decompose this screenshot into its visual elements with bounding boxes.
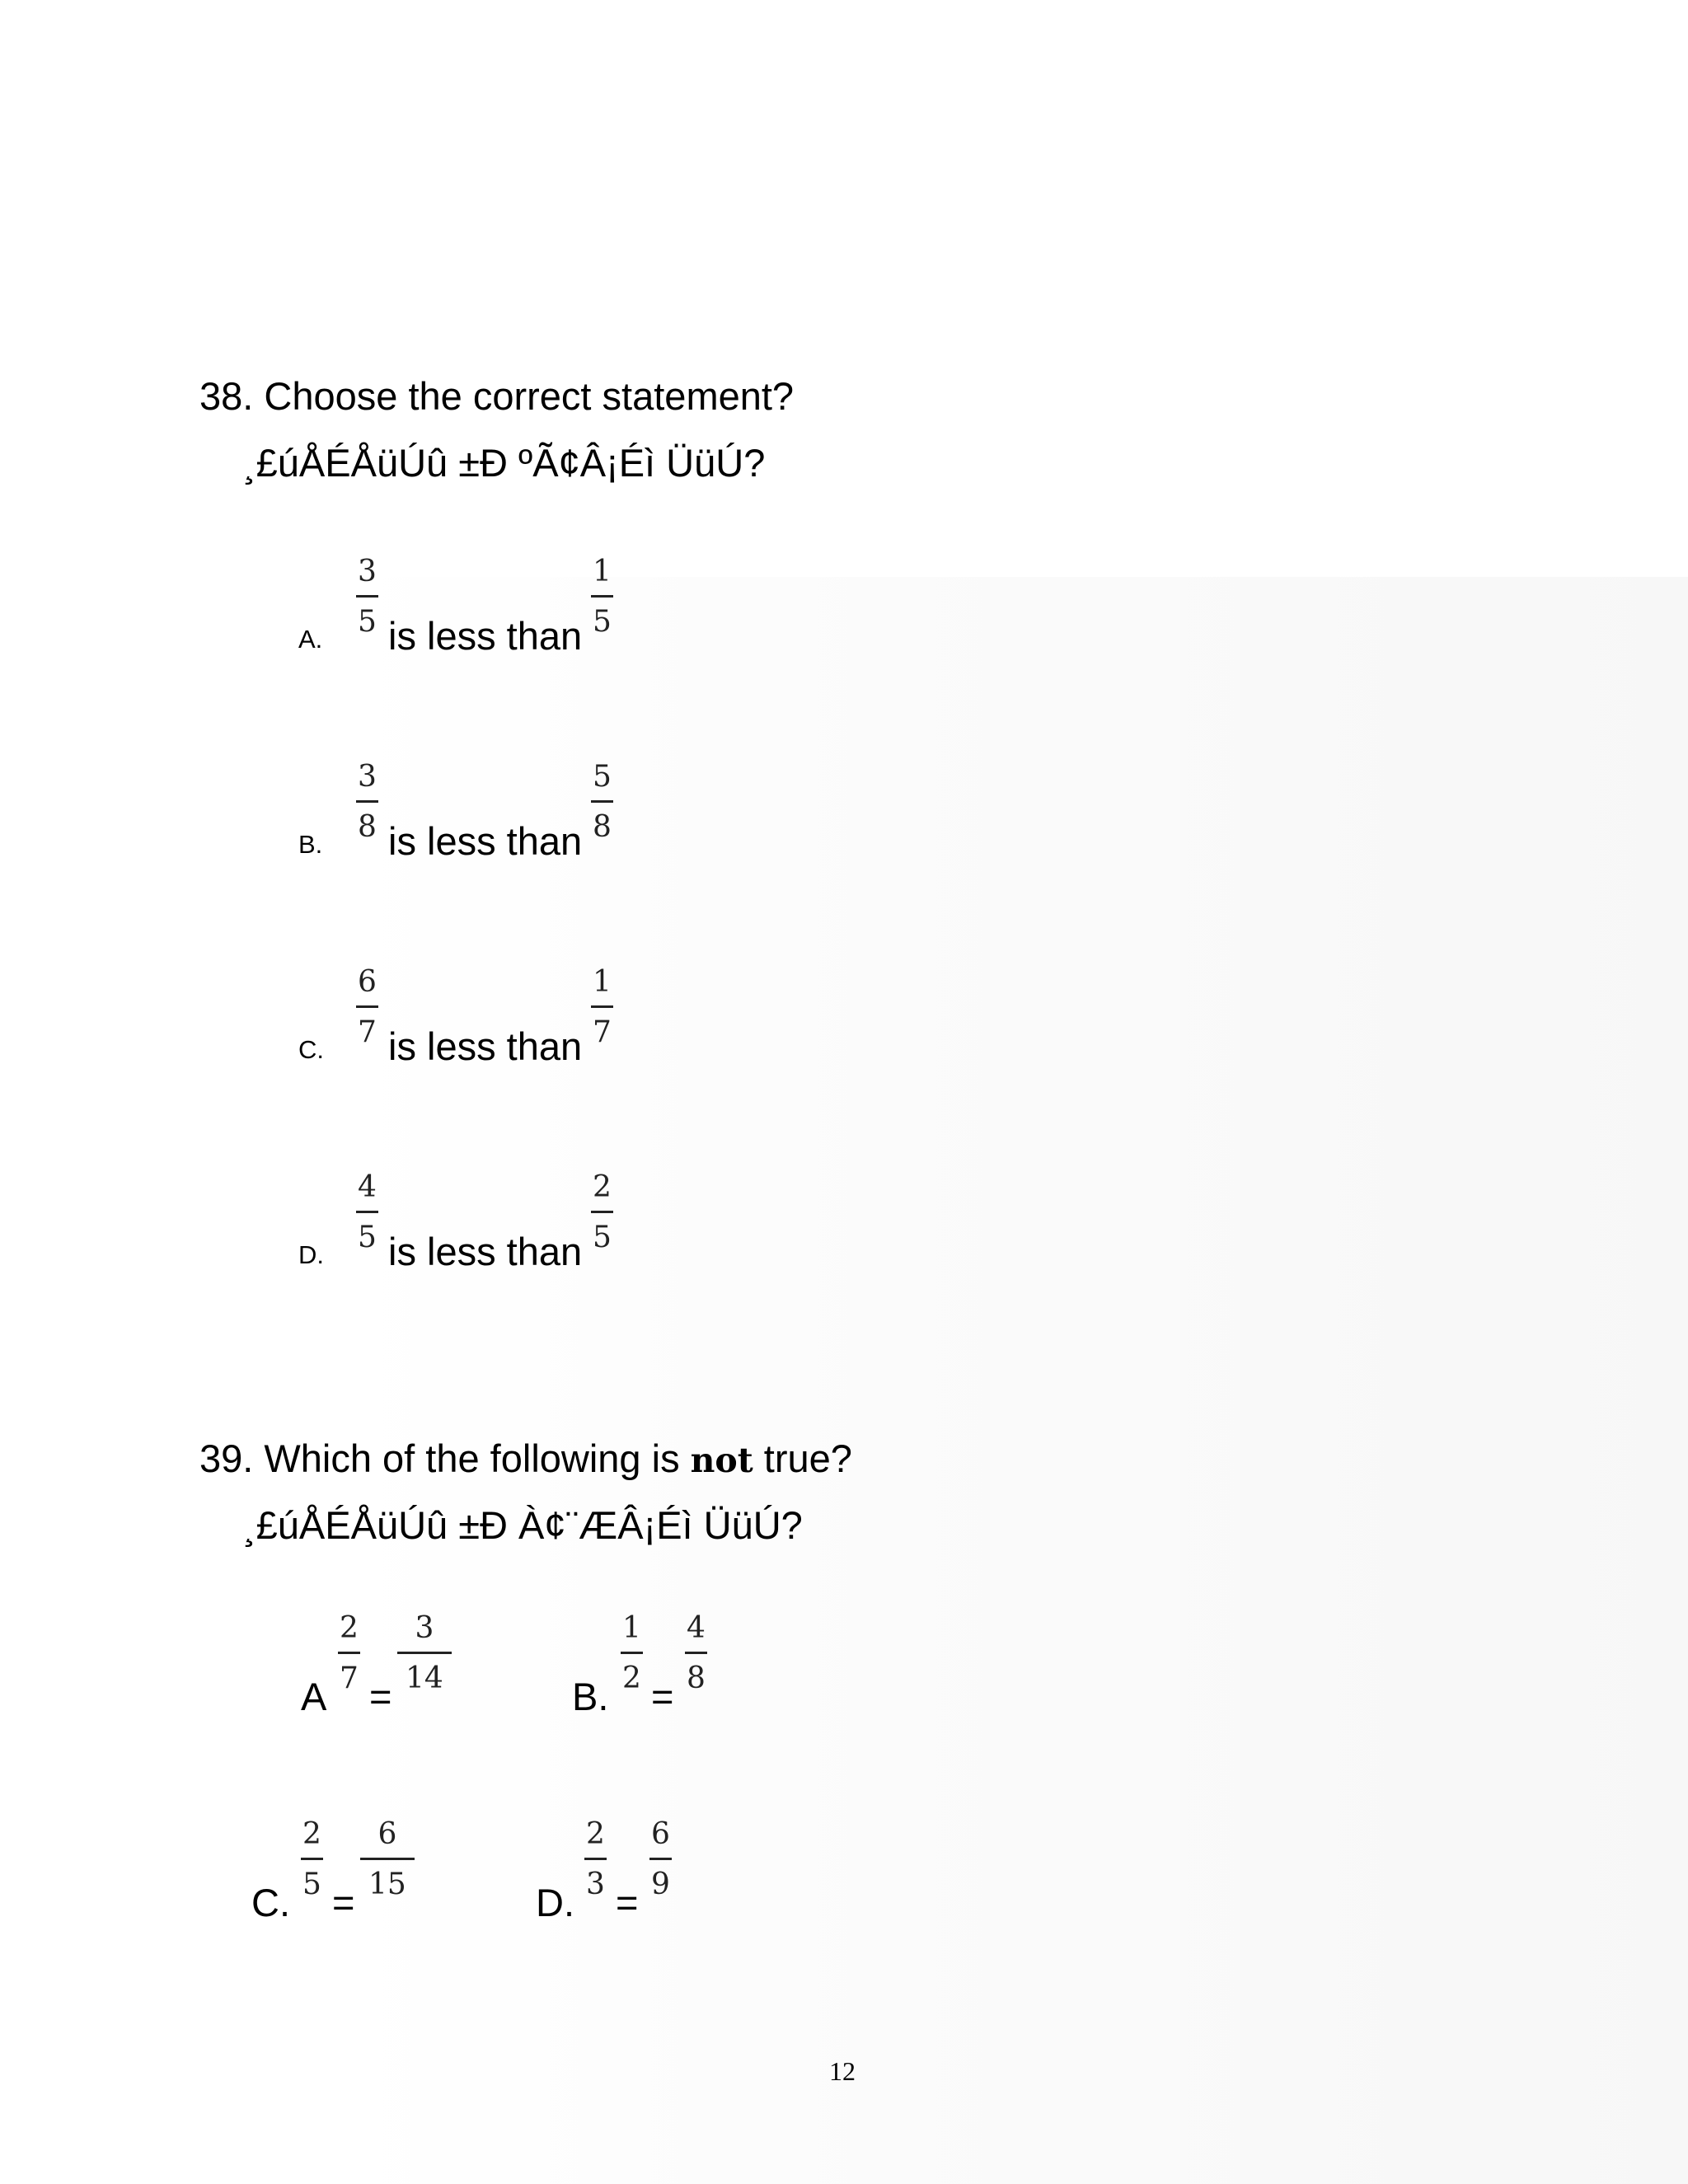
option-c-letter: C.	[298, 1035, 324, 1064]
fraction-bar	[397, 1652, 452, 1654]
q39-option-d-left-fraction	[584, 1817, 607, 1901]
option-d-letter: D.	[298, 1240, 324, 1269]
numerator: 2	[586, 1817, 605, 1851]
fraction-bar	[685, 1652, 707, 1654]
title-emphasis: not	[690, 1441, 753, 1480]
option-c-text: is less than	[388, 1024, 583, 1068]
fraction-bar	[621, 1652, 643, 1654]
option-c-right-fraction	[591, 965, 613, 1049]
option-b-left-fraction	[356, 762, 378, 842]
numerator: 3	[358, 760, 377, 794]
option-a-left-fraction	[356, 557, 378, 637]
q39-option-d-right-fraction	[649, 1817, 672, 1901]
numerator: 1	[593, 965, 612, 999]
q39-option-b-equals: =	[651, 1675, 674, 1718]
fraction-bar	[301, 1858, 323, 1860]
q39-option-c-right-fraction	[367, 1817, 408, 1901]
title-prefix: 39. Which of the following is	[199, 1436, 691, 1480]
q39-option-d-letter: D.	[536, 1881, 574, 1924]
denominator: 8	[358, 810, 377, 844]
numerator: 6	[358, 965, 377, 999]
numerator: 3	[415, 1611, 434, 1645]
option-d-left-fraction	[356, 1170, 378, 1254]
numerator: 3	[358, 555, 377, 588]
option-b-right-fraction	[591, 762, 613, 842]
q39-option-c-equals: =	[332, 1881, 355, 1924]
numerator: 2	[302, 1817, 321, 1851]
numerator: 2	[340, 1611, 359, 1645]
q39-option-b-right-fraction	[685, 1611, 707, 1695]
fraction-bar	[360, 1858, 415, 1860]
option-a-right-fraction	[591, 557, 613, 637]
option-a-letter: A.	[298, 625, 323, 654]
question-39-title	[199, 1436, 852, 1480]
denominator: 5	[593, 605, 612, 639]
fraction-bar	[356, 1005, 378, 1008]
denominator: 8	[593, 810, 612, 844]
fraction-bar	[338, 1652, 360, 1654]
question-38-subtitle: ¸£úÅÉÅüÚû ±Ð ºÃ¢Â¡Éì ÜüÚ?	[243, 441, 766, 485]
fraction-bar	[591, 1211, 613, 1213]
fraction-bar	[649, 1858, 672, 1860]
numerator: 2	[593, 1170, 612, 1204]
denominator: 14	[406, 1661, 443, 1695]
option-d-text: is less than	[388, 1230, 583, 1273]
numerator: 6	[651, 1817, 670, 1851]
q39-option-b-left-fraction	[621, 1611, 643, 1695]
option-d-right-fraction	[591, 1170, 613, 1254]
option-c-left-fraction	[356, 965, 378, 1049]
denominator: 5	[302, 1868, 321, 1901]
denominator: 5	[358, 1221, 377, 1254]
numerator: 1	[593, 555, 612, 588]
numerator: 4	[687, 1611, 706, 1645]
q39-option-c-left-fraction	[301, 1817, 323, 1901]
numerator: 6	[377, 1817, 397, 1851]
denominator: 2	[622, 1661, 641, 1695]
denominator: 5	[593, 1221, 612, 1254]
denominator: 7	[340, 1661, 359, 1695]
page-number: 12	[829, 2056, 856, 2086]
option-b-text: is less than	[388, 819, 583, 863]
fraction-bar	[356, 1211, 378, 1213]
q39-option-c-letter: C.	[251, 1881, 290, 1924]
page-shading	[346, 577, 1688, 2184]
question-39-subtitle: ¸£úÅÉÅüÚû ±Ð À¢¨ÆÂ¡Éì ÜüÚ?	[243, 1503, 803, 1547]
option-a-text: is less than	[388, 614, 583, 658]
q39-option-a-left-fraction	[338, 1611, 360, 1695]
fraction-bar	[591, 1005, 613, 1008]
q39-option-a-equals: =	[369, 1675, 392, 1718]
q39-option-b-letter: B.	[572, 1675, 609, 1718]
fraction-bar	[356, 595, 378, 598]
denominator: 15	[368, 1868, 406, 1901]
title-suffix: true?	[753, 1436, 852, 1480]
denominator: 3	[586, 1868, 605, 1901]
numerator: 5	[593, 760, 612, 794]
q39-option-d-equals: =	[616, 1881, 639, 1924]
question-38-title: 38. Choose the correct statement?	[199, 374, 795, 418]
denominator: 8	[687, 1661, 706, 1695]
denominator: 7	[593, 1015, 612, 1049]
fraction-bar	[584, 1858, 607, 1860]
q39-option-a-letter: A	[301, 1675, 327, 1718]
q39-option-a-right-fraction	[404, 1611, 445, 1695]
fraction-bar	[591, 800, 613, 803]
fraction-bar	[356, 800, 378, 803]
numerator: 1	[622, 1611, 641, 1645]
fraction-bar	[591, 595, 613, 598]
numerator: 4	[358, 1170, 377, 1204]
denominator: 9	[651, 1868, 670, 1901]
denominator: 5	[358, 605, 377, 639]
option-b-letter: B.	[298, 830, 323, 859]
denominator: 7	[358, 1015, 377, 1049]
